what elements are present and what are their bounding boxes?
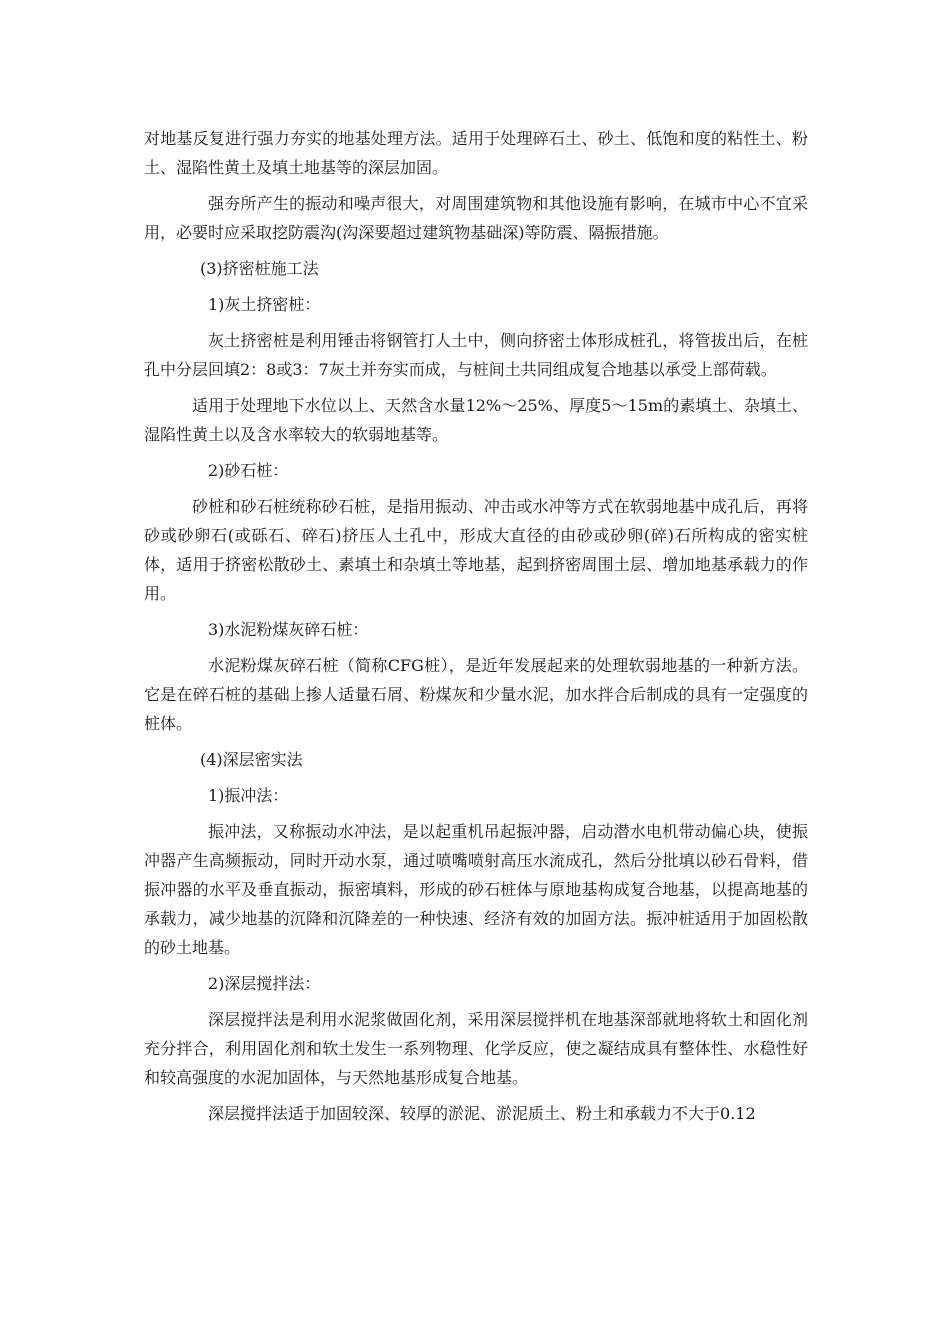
paragraph-cfg-pile-desc: 水泥粉煤灰碎石桩（简称CFG桩），是近年发展起来的处理软弱地基的一种新方法。它是在碎石桩的基础上掺人适量石屑、粉煤灰和少量水泥，加水拌合后制成的具有一定强度的桩体。 <box>144 656 808 733</box>
paragraph-dynamic-compaction-notes: 强夯所产生的振动和噪声很大，对周围建筑物和其他设施有影响，在城市中心不宜采用，必要时应采取挖防震沟(沟深要超过建筑物基础深)等防震、隔振措施。 <box>144 194 808 242</box>
subheading-vibroflotation: 1)振冲法： <box>208 786 289 805</box>
paragraph-vibroflotation-desc: 振冲法，又称振动水冲法，是以起重机吊起振冲器，启动潜水电机带动偏心块，使振冲器产生高频振动，同时开动水泵，通过喷嘴喷射高压水流成孔，然后分批填以砂石骨料，借振冲器的水平及垂直振动，振密填料，形成的砂石桩体与原地基构成复合地基，以提高地基的承载力，减少地基的沉降和沉降差的一种快速、经济有效的加固方法。振冲桩适用于加固松散的砂土地基。 <box>144 822 808 957</box>
subheading-deep-mixing: 2)深层搅拌法： <box>208 974 321 993</box>
subheading-cfg-pile: 3)水泥粉煤灰碎石桩： <box>208 620 369 639</box>
subheading-lime-soil-pile: 1)灰土挤密桩： <box>208 295 321 314</box>
paragraph-dynamic-compaction-end: 对地基反复进行强力夯实的地基处理方法。适用于处理碎石土、砂土、低饱和度的粘性土、粉土、湿陷性黄土及填土地基等的深层加固。 <box>144 129 808 177</box>
paragraph-lime-soil-pile-scope: 适用于处理地下水位以上、天然含水量12%～25%、厚度5～15m的素填土、杂填土、湿陷性黄土以及含水率较大的软弱地基等。 <box>144 396 808 444</box>
section-heading-compaction-pile: (3)挤密桩施工法 <box>200 259 319 278</box>
paragraph-sand-gravel-pile-desc: 砂桩和砂石桩统称砂石桩，是指用振动、冲击或水冲等方式在软弱地基中成孔后，再将砂或砂卵石(或砾石、碎石)挤压人土孔中，形成大直径的由砂或砂卵(碎)石所构成的密实桩体，适用于挤密松散砂土、素填土和杂填土等地基，起到挤密周围土层、增加地基承载力的作用。 <box>144 497 808 603</box>
document-body <box>144 124 808 1135</box>
paragraph-lime-soil-pile-desc: 灰土挤密桩是利用锤击将钢管打人土中，侧向挤密土体形成桩孔，将管拔出后，在桩孔中分层回填2：8或3：7灰土并夯实而成，与桩间土共同组成复合地基以承受上部荷载。 <box>144 331 808 379</box>
paragraph-deep-mixing-scope: 深层搅拌法适于加固较深、较厚的淤泥、淤泥质土、粉土和承载力不大于0.12 <box>208 1104 756 1123</box>
paragraph-deep-mixing-desc: 深层搅拌法是利用水泥浆做固化剂，采用深层搅拌机在地基深部就地将软土和固化剂充分拌合，利用固化剂和软土发生一系列物理、化学反应，使之凝结成具有整体性、水稳性好和较高强度的水泥加固体，与天然地基形成复合地基。 <box>144 1010 808 1087</box>
section-heading-deep-compaction: (4)深层密实法 <box>200 750 303 769</box>
subheading-sand-gravel-pile: 2)砂石桩： <box>208 461 289 480</box>
